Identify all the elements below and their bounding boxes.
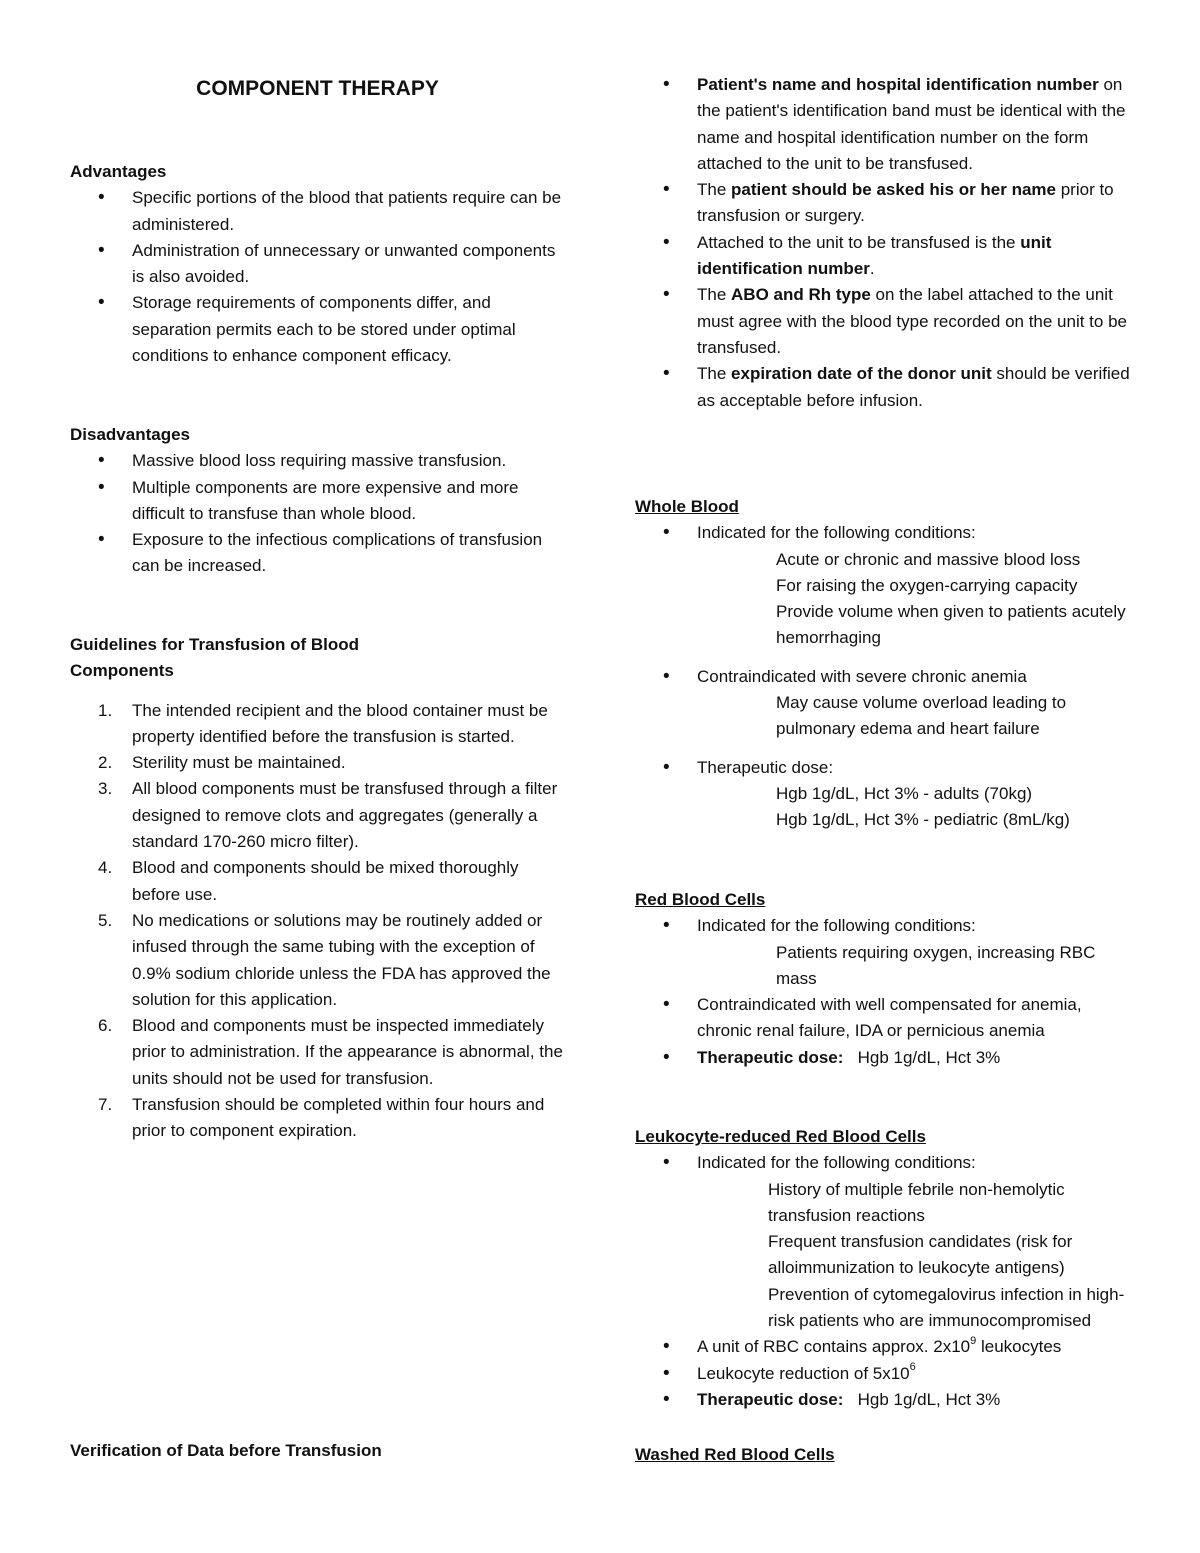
list-item: • Indicated for the following conditions: — [635, 1150, 1135, 1176]
list-item: • Patient's name and hospital identification number on the patient's identification band must be identical with the name and hospital identification number on the form attached to the unit to be transfused. — [635, 72, 1135, 177]
leuko-heading: Leukocyte-reduced Red Blood Cells — [635, 1127, 926, 1146]
list-item: • Leukocyte reduction of $5x10^6$ — [635, 1361, 1135, 1387]
sub-item: Hgb 1g/dL, Hct 3% - pediatric (8mL/kg) — [776, 810, 1070, 830]
sub-item: Prevention of cytomegalovirus infection in high- risk patients who are immunocompromised — [768, 1284, 1125, 1331]
guidelines-list — [70, 698, 570, 1145]
sub-item: Provide volume when given to patients acutely hemorrhaging — [776, 602, 1126, 648]
list-item: • Multiple components are more expensive and more difficult to transfuse than whole blood. — [70, 475, 570, 528]
guidelines-heading — [70, 632, 570, 685]
sub-item: History of multiple febrile non-hemolytic transfusion reactions — [768, 1179, 1065, 1225]
sub-item: Frequent transfusion candidates (risk for alloimmunization to leukocyte antigens) — [768, 1232, 1073, 1278]
list-item: • Indicated for the following conditions: — [635, 913, 1135, 939]
sub-item: May cause volume overload leading to pulmonary edema and heart failure — [776, 693, 1067, 739]
advantages-list — [70, 185, 570, 369]
verification-heading: Verification of Data before Transfusion — [70, 1441, 382, 1460]
whole-blood-list — [635, 520, 1135, 546]
guidelines-heading-line1: Guidelines for Transfusion of Blood — [70, 635, 360, 654]
list-item: • The patient should be asked his or her name prior to transfusion or surgery. — [635, 177, 1135, 230]
washed-heading: Washed Red Blood Cells — [635, 1445, 835, 1464]
rbc-heading: Red Blood Cells — [635, 890, 766, 909]
list-item: • Administration of unnecessary or unwanted components is also avoided. — [70, 238, 570, 291]
verification-list — [635, 72, 1135, 414]
whole-blood-section — [635, 494, 1135, 834]
list-item: • The ABO and Rh type on the label attached to the unit must agree with the blood type recorded on the unit to be transfused. — [635, 282, 1135, 361]
list-item: • A unit of RBC contains approx. $2x10^9$ leukocytes — [635, 1334, 1135, 1360]
list-item: • Storage requirements of components differ, and separation permits each to be stored under optimal conditions to enhance component efficacy. — [70, 290, 570, 369]
list-item: 1. The intended recipient and the blood container must be property identified before the transfusion is started. — [98, 700, 548, 746]
list-item: • The expiration date of the donor unit should be verified as acceptable before infusion. — [635, 361, 1135, 414]
advantages-heading: Advantages — [70, 162, 167, 181]
list-item: • Indicated for the following conditions: — [635, 520, 1135, 546]
list-item: • Exposure to the infectious complications of transfusion can be increased. — [70, 527, 570, 580]
list-item: • Contraindicated with well compensated for anemia, chronic renal failure, IDA or pernicious anemia — [635, 992, 1135, 1045]
sub-item: For raising the oxygen-carrying capacity — [776, 575, 1078, 595]
list-item: • Contraindicated with severe chronic anemia — [635, 664, 1135, 690]
guidelines-section — [70, 632, 570, 1145]
list-item: 5. No medications or solutions may be routinely added or infused through the same tubing with the exception of 0.9% sodium chloride unless the FDA has approved the solution for this application. — [98, 910, 551, 1009]
list-item: • Massive blood loss requiring massive transfusion. — [70, 448, 570, 474]
disadvantages-list — [70, 448, 570, 579]
sub-item: Acute or chronic and massive blood loss — [776, 549, 1081, 569]
page-title: COMPONENT THERAPY — [196, 77, 439, 100]
list-item: 4. Blood and components should be mixed thoroughly before use. — [98, 858, 519, 904]
list-item: • Therapeutic dose: Hgb 1g/dL, Hct 3% — [635, 1045, 1135, 1071]
list-item: 3. All blood components must be transfused through a filter designed to remove clots and aggregates (generally a standard 170-260 micro filter). — [98, 779, 558, 852]
list-item: • Therapeutic dose: — [635, 755, 1135, 781]
advantages-section — [70, 159, 570, 369]
list-item: • Therapeutic dose: Hgb 1g/dL, Hct 3% — [635, 1387, 1135, 1413]
whole-blood-heading: Whole Blood — [635, 497, 739, 516]
sub-item: Patients requiring oxygen, increasing RBC mass — [776, 942, 1096, 988]
disadvantages-heading: Disadvantages — [70, 425, 190, 444]
list-item: • Attached to the unit to be transfused is the unit identification number. — [635, 230, 1135, 283]
list-item: 2. Sterility must be maintained. — [98, 753, 346, 773]
rbc-section — [635, 887, 1135, 1071]
sub-item: Hgb 1g/dL, Hct 3% - adults (70kg) — [776, 783, 1033, 803]
leuko-section — [635, 1124, 1135, 1413]
list-item: • Specific portions of the blood that patients require can be administered. — [70, 185, 570, 238]
list-item: 7. Transfusion should be completed within four hours and prior to component expiration. — [98, 1095, 545, 1141]
list-item: 6. Blood and components must be inspected immediately prior to administration. If the appearance is abnormal, the units should not be used for transfusion. — [98, 1016, 563, 1088]
guidelines-heading-line2: Components — [70, 661, 174, 681]
disadvantages-section — [70, 422, 570, 580]
